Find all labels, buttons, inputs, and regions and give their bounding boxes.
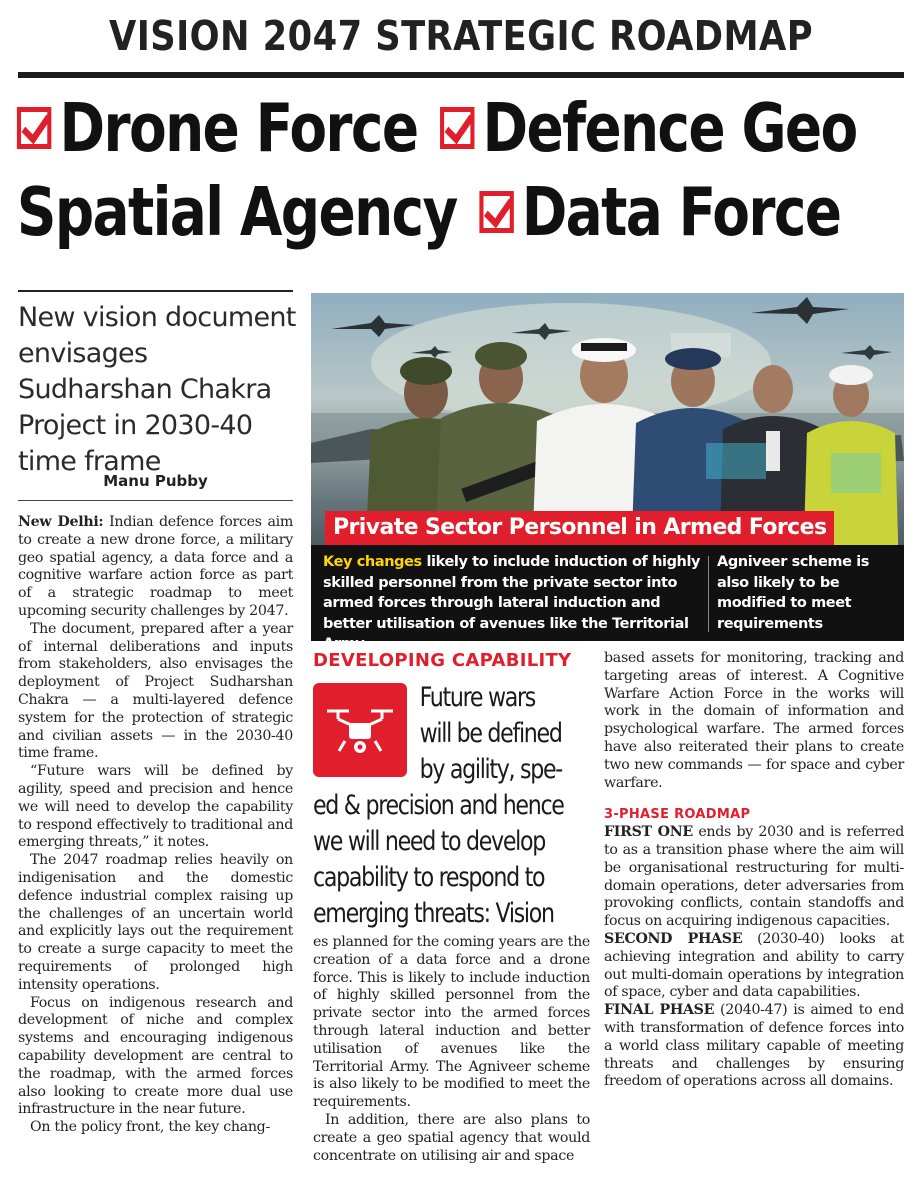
paragraph: es planned for the coming years are the creation of a data force and a drone force. This is likely to include induction of highly skilled personnel from the private sector into the armed forces through lateral induction and better utilisation of avenues like the Territorial Army. The Agniveer scheme is also likely to be modified to meet the requirements. [313,934,590,1111]
caption-text: is also likely to be modified to meet requirements [717,554,869,632]
pull-quote-line: emerging threats: Vision [313,898,554,929]
caption-highlight: Agniveer scheme [717,554,852,570]
caption-highlight: Key changes [323,554,422,570]
top-rule [18,72,904,78]
caption-divider [708,556,709,632]
byline: Manu Pubby [103,472,208,490]
pull-quote-line: ed & precision and hence [313,790,564,821]
headline-item-defence-geo: Defence Geo [482,89,857,167]
article-column-1 [18,514,293,1137]
paragraph: The document, prepared after a year of internal deliberations and inputs from stakeholders, also envisages the deployment of Project Sudharshan Chakra — a multi-layered defence system for the protection of strategic and civilian assets — in the 2030-40 time frame. [18,620,293,762]
headline-line-1 [12,86,857,170]
paragraph: On the policy front, the key chang- [30,1119,270,1136]
phase-label: FIRST ONE [604,824,693,841]
phase-label: FINAL PHASE [604,1002,715,1019]
paragraph [604,1002,904,1091]
paragraph [18,514,293,621]
pull-quote-line: capability to respond to [313,862,545,893]
dateline: New Delhi: [18,514,104,530]
phase-text: (2040-47) is aimed to end with transformation of defence forces into a world class military capable of meeting threats and challenges by ensuring freedom of operations across all domains. [604,1002,904,1090]
photo-caption-left [323,552,703,655]
phase-text: ends by 2030 and is referred to as a transition phase where the aim will be organisational restructuring for multi-domain operations, deter adversaries from provoking conflicts, contain standoffs and focus on acquiring indigenous capacities. [604,824,905,930]
phase-text: (2030-40) looks at achieving integration and ability to carry out multi-domain operations by integration of space, cyber and data capabilities. [604,930,904,1001]
photo-caption-right [717,552,897,634]
headline-item-data-force: Data Force [521,173,841,251]
section-label: DEVELOPING CAPABILITY [313,650,572,671]
article-column-2 [313,934,590,1165]
paragraph: based assets for monitoring, tracking and targeting areas of interest. A Cognitive Warfare Action Force in the works will work in the domain of information and psychological warfare. The armed forces have also reiterated their plans to create two new commands — for space and cyber warfare. [604,650,904,791]
pull-quote-line: we will need to develop [313,826,545,857]
paragraph: Focus on indigenous research and development of niche and complex systems and encouraging indigenous capability development are central to the roadmap, with the armed forces also looking to create more dual use infrastructure in the near future. [18,994,293,1118]
pull-quote-line: will be defined [419,718,562,749]
paragraph: In addition, there are also plans to create a geo spatial agency that would concentrate on utilising air and space [313,1111,590,1164]
pull-quote-line: by agility, spe- [419,754,562,785]
headline [12,86,912,254]
subhead-3-phase-roadmap: 3-PHASE ROADMAP [604,807,751,823]
paragraph: “Future wars will be defined by agility, speed and precision and hence we will need to develop the capability to respond effectively to traditional and emerging threats,” it notes. [18,763,293,851]
kicker-title: VISION 2047 STRATEGIC ROADMAP [108,12,814,60]
phase-label: SECOND PHASE [604,930,743,947]
paragraph: The 2047 roadmap relies heavily on indigenisation and the domestic defence industrial complex raising up the challenges of an uncertain world and explicitly lays out the requirement to create a surge capacity to meet the requirements of prolonged high intensity operations. [18,852,293,993]
red-checkbox-icon [479,191,513,233]
red-checkbox-icon [440,107,474,149]
deck-rule [18,290,293,292]
headline-item-spatial-agency: Spatial Agency [16,173,457,251]
headline-item-drone-force: Drone Force [59,89,418,167]
caption-text: likely to include induction of highly skilled personnel from the private sector into armed forces through lateral induction and better utilisation of avenues like the Territorial Army [323,554,701,652]
red-checkbox-icon [17,107,51,149]
paragraph [604,824,904,931]
paragraph [604,931,904,1002]
headline-line-2 [12,170,841,254]
article-column-3 [604,650,904,1091]
deck-subheadline: New vision document envisages Sudharshan Chakra Project in 2030-40 time frame [18,302,296,477]
photo-caption-title: Private Sector Personnel in Armed Forces [325,511,834,545]
paragraph-text: Indian defence forces aim to create a new drone force, a military geo spatial agency, a data force and a cognitive warfare action force as part of a strategic roadmap to meet upcoming security challenges by 2047. [18,514,293,619]
byline-rule [18,500,293,501]
pull-quote-line: Future wars [419,682,536,713]
pull-quote [313,680,590,932]
